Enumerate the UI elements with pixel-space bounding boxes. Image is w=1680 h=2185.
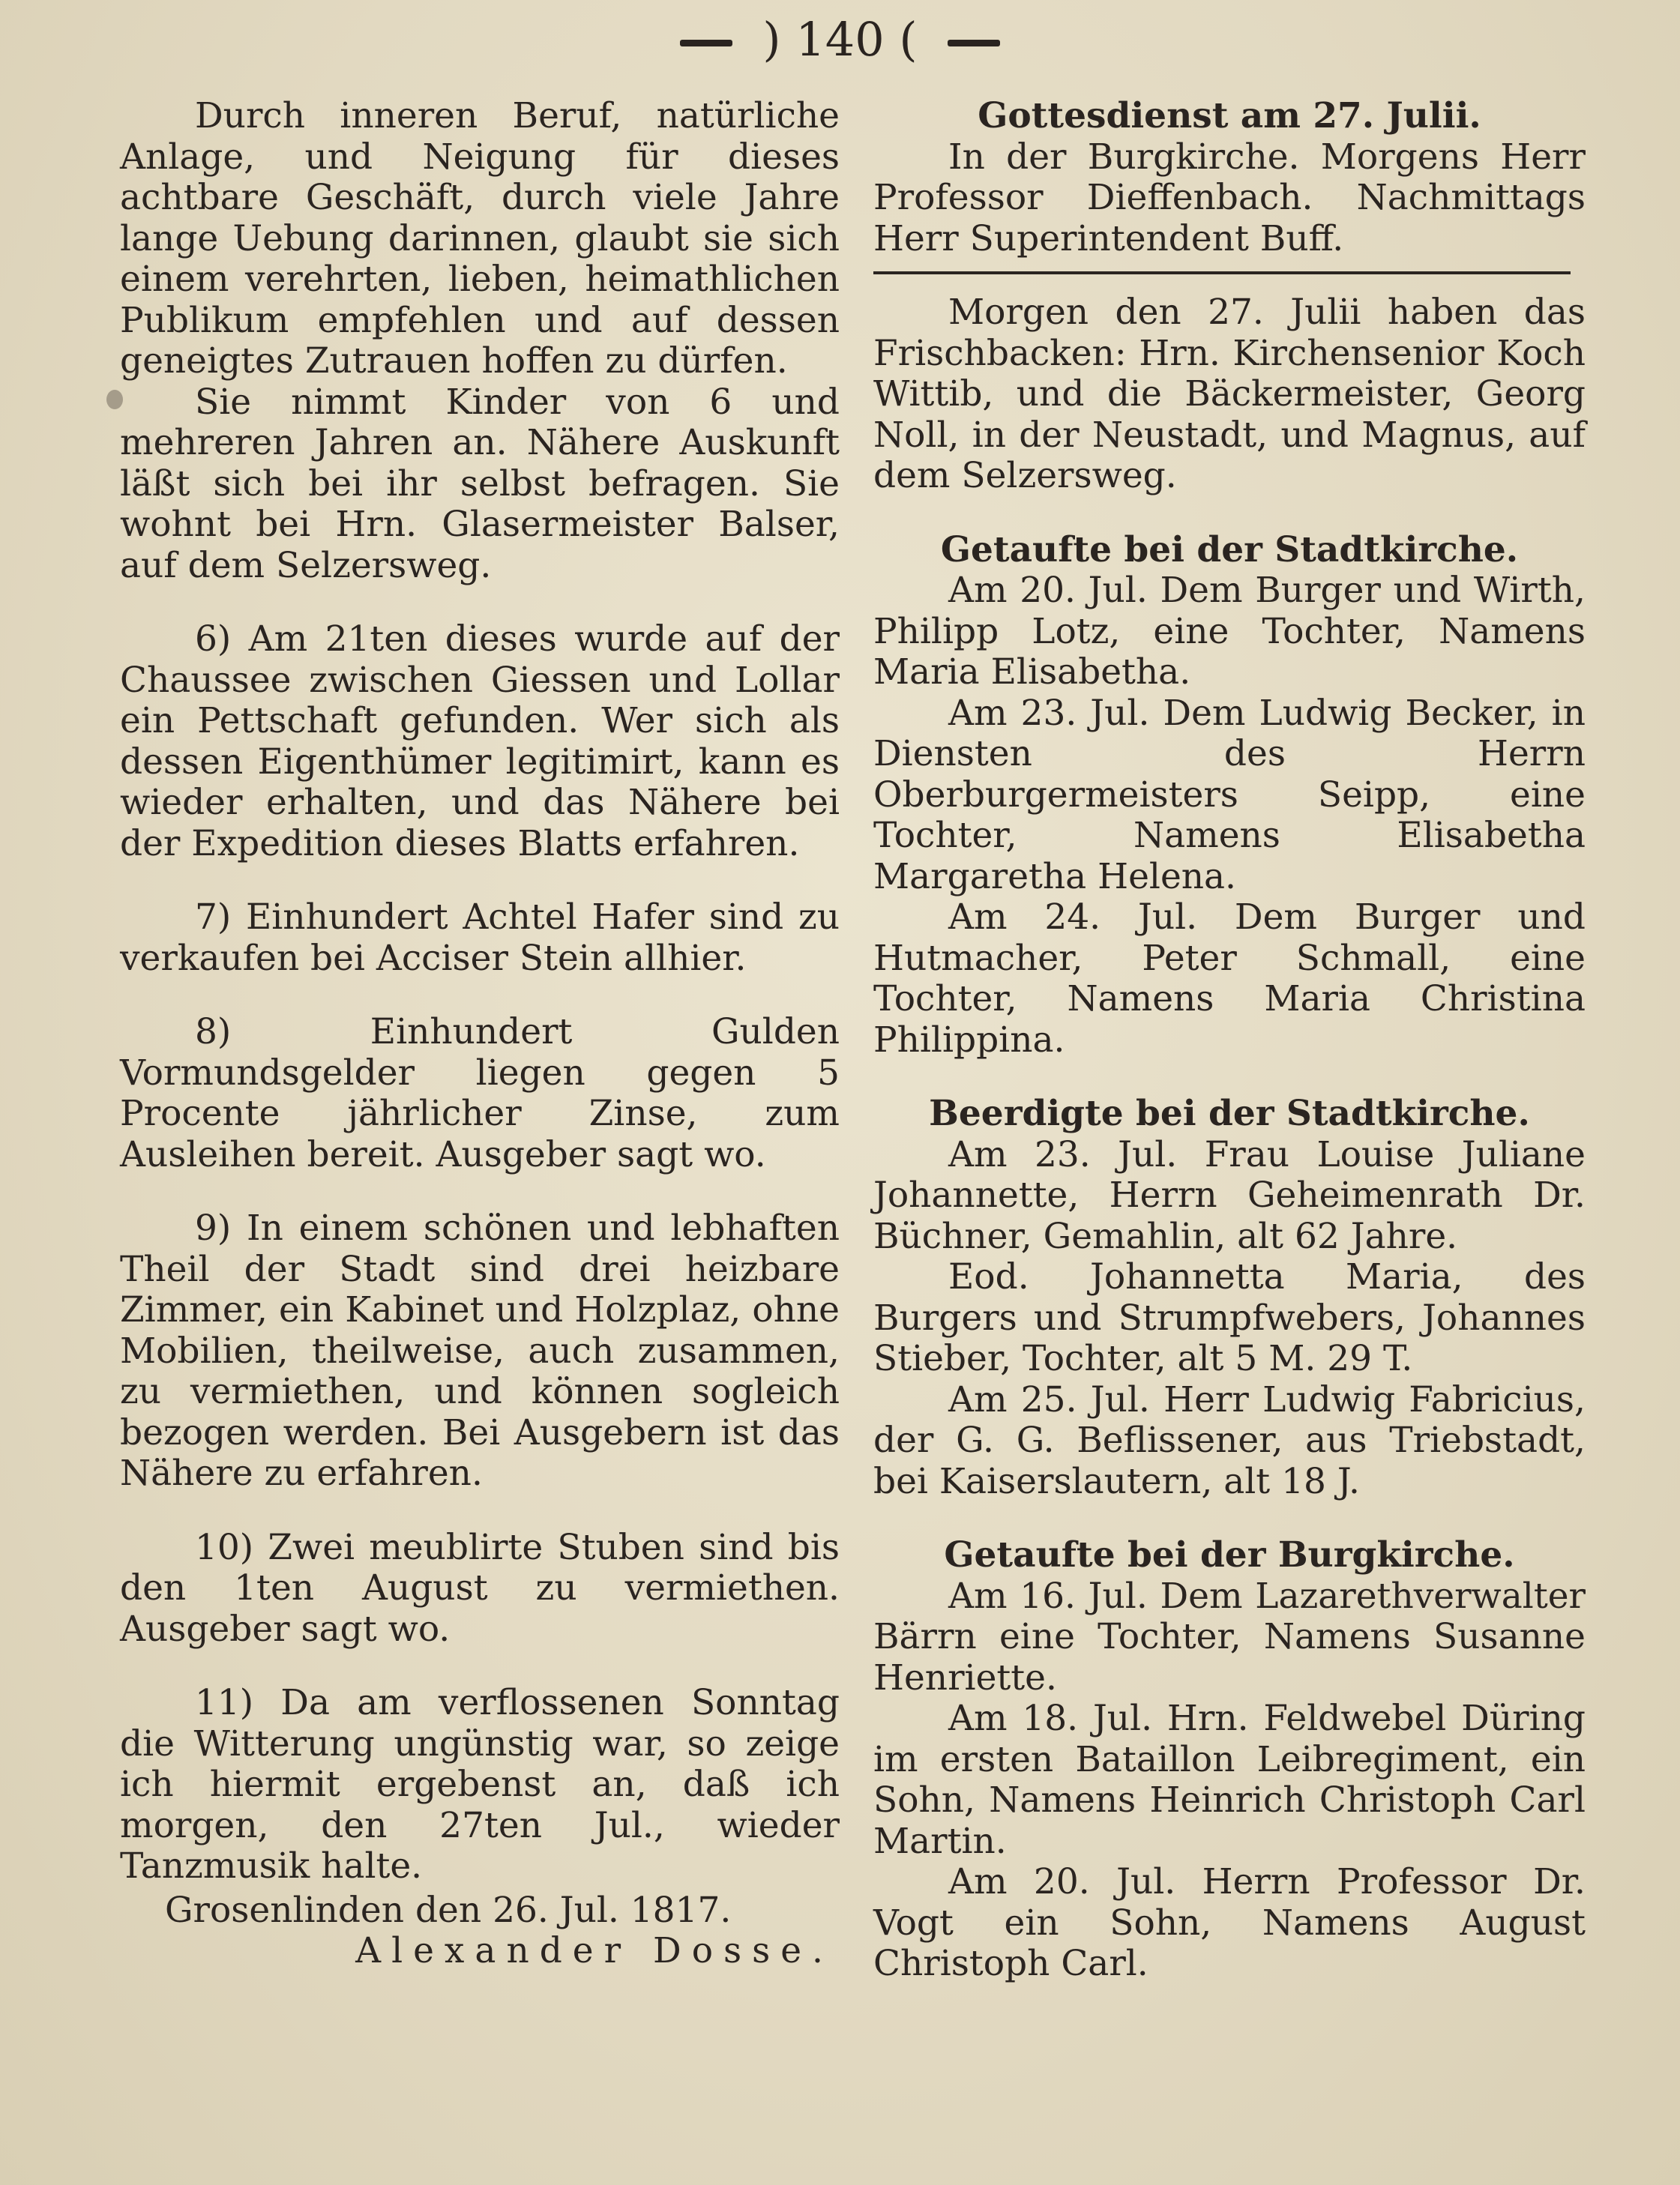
notice-11: 11) Da am verflossenen Sonntag die Witterung ungünstig war, so zeige ich hiermit ergebenst an, daß ich morgen, den 27ten Jul., wieder Tanzmusik halte. xyxy=(120,1682,840,1887)
heading-church-service: Gottesdienst am 27. Julii. xyxy=(978,95,1481,136)
page-header xyxy=(0,6,1680,73)
heading-baptized-castle-church: Getaufte bei der Burgkirche. xyxy=(944,1534,1515,1576)
notice-8: 8) Einhundert Gulden Vormundsgelder liegen gegen 5 Procente jährlicher Zinse, zum Ausleihen bereit. Ausgeber sagt wo. xyxy=(120,1011,840,1175)
baptism-entry: Am 16. Jul. Dem Lazarethverwalter Bärrn eine Tochter, Namens Susanne Henriette. xyxy=(873,1575,1586,1699)
notice-continued-details: Sie nimmt Kinder von 6 und mehreren Jahren an. Nähere Auskunft läßt sich bei ihr selbst befragen. Sie wohnt bei Hrn. Glasermeister Balser, auf dem Selzersweg. xyxy=(120,381,840,586)
notice-10: 10) Zwei meublirte Stuben sind bis den 1ten August zu vermiethen. Ausgeber sagt wo. xyxy=(120,1526,840,1650)
notice-continued: Durch inneren Beruf, natürliche Anlage, und Neigung für dieses achtbare Geschäft, durch viele Jahre lange Uebung darinnen, glaubt sie sich einem verehrten, lieben, heimathlichen Publikum empfehlen und auf dessen geneigtes Zutrauen hoffen zu dürfen. xyxy=(120,95,840,382)
burial-entry: Eod. Johannetta Maria, des Burgers und Strumpfwebers, Johannes Stieber, Tochter, alt 5 M. 29 T. xyxy=(873,1256,1586,1379)
header-dash-left xyxy=(680,40,732,46)
notice-7: 7) Einhundert Achtel Hafer sind zu verkaufen bei Acciser Stein allhier. xyxy=(120,896,840,979)
baptism-entry: Am 20. Jul. Dem Burger und Wirth, Philipp Lotz, eine Tochter, Namens Maria Elisabetha. xyxy=(873,570,1586,693)
notice-9: 9) In einem schönen und lebhaften Theil der Stadt sind drei heizbare Zimmer, ein Kabinet und Holzplaz, ohne Mobilien, theilweise, auch zusammen, zu vermiethen, und können sogleich bezogen werden. Bei Ausgebern ist das Nähere zu erfahren. xyxy=(120,1208,840,1494)
right-column xyxy=(873,96,1586,1985)
notice-6: 6) Am 21ten dieses wurde auf der Chaussee zwischen Giessen und Lollar ein Pettschaft gefunden. Wer sich als dessen Eigenthümer legitimirt, kann es wieder erhalten, und das Nähere bei der Expedition dieses Blatts erfahren. xyxy=(120,618,840,864)
place-date: Grosenlinden den 26. Jul. 1817. xyxy=(165,1889,732,1931)
divider-rule xyxy=(873,271,1571,274)
baptism-entry: Am 20. Jul. Herrn Professor Dr. Vogt ein Sohn, Namens August Christoph Carl. xyxy=(873,1861,1586,1984)
church-service-text: In der Burgkirche. Morgens Herr Professor Dieffenbach. Nachmittags Herr Superintendent Buff. xyxy=(873,136,1586,259)
signature: Alexander Dosse. xyxy=(355,1930,834,1971)
burial-entry: Am 23. Jul. Frau Louise Juliane Johannette, Herrn Geheimenrath Dr. Büchner, Gemahlin, alt 62 Jahre. xyxy=(873,1133,1586,1257)
header-dash-right xyxy=(948,40,1000,46)
bakers-notice: Morgen den 27. Julii haben das Frischbacken: Hrn. Kirchensenior Koch Wittib, und die Bäckermeister, Georg Noll, in der Neustadt, und Magnus, auf dem Selzersweg. xyxy=(873,292,1586,496)
burial-entry: Am 25. Jul. Herr Ludwig Fabricius, der G. G. Beflissener, aus Triebstadt, bei Kaiserslautern, alt 18 J. xyxy=(873,1378,1586,1502)
baptism-entry: Am 24. Jul. Dem Burger und Hutmacher, Peter Schmall, eine Tochter, Namens Maria Christina Philippina. xyxy=(873,896,1586,1061)
heading-baptized-city-church: Getaufte bei der Stadtkirche. xyxy=(940,528,1519,570)
heading-buried-city-church: Beerdigte bei der Stadtkirche. xyxy=(929,1093,1530,1134)
left-column xyxy=(120,96,840,1972)
page-number: ) 140 ( xyxy=(762,12,918,67)
baptism-entry: Am 23. Jul. Dem Ludwig Becker, in Diensten des Herrn Oberburgermeisters Seipp, eine Tochter, Namens Elisabetha Margaretha Helena. xyxy=(873,692,1586,897)
baptism-entry: Am 18. Jul. Hrn. Feldwebel Düring im ersten Bataillon Leibregiment, ein Sohn, Namens Heinrich Christoph Carl Martin. xyxy=(873,1698,1586,1862)
